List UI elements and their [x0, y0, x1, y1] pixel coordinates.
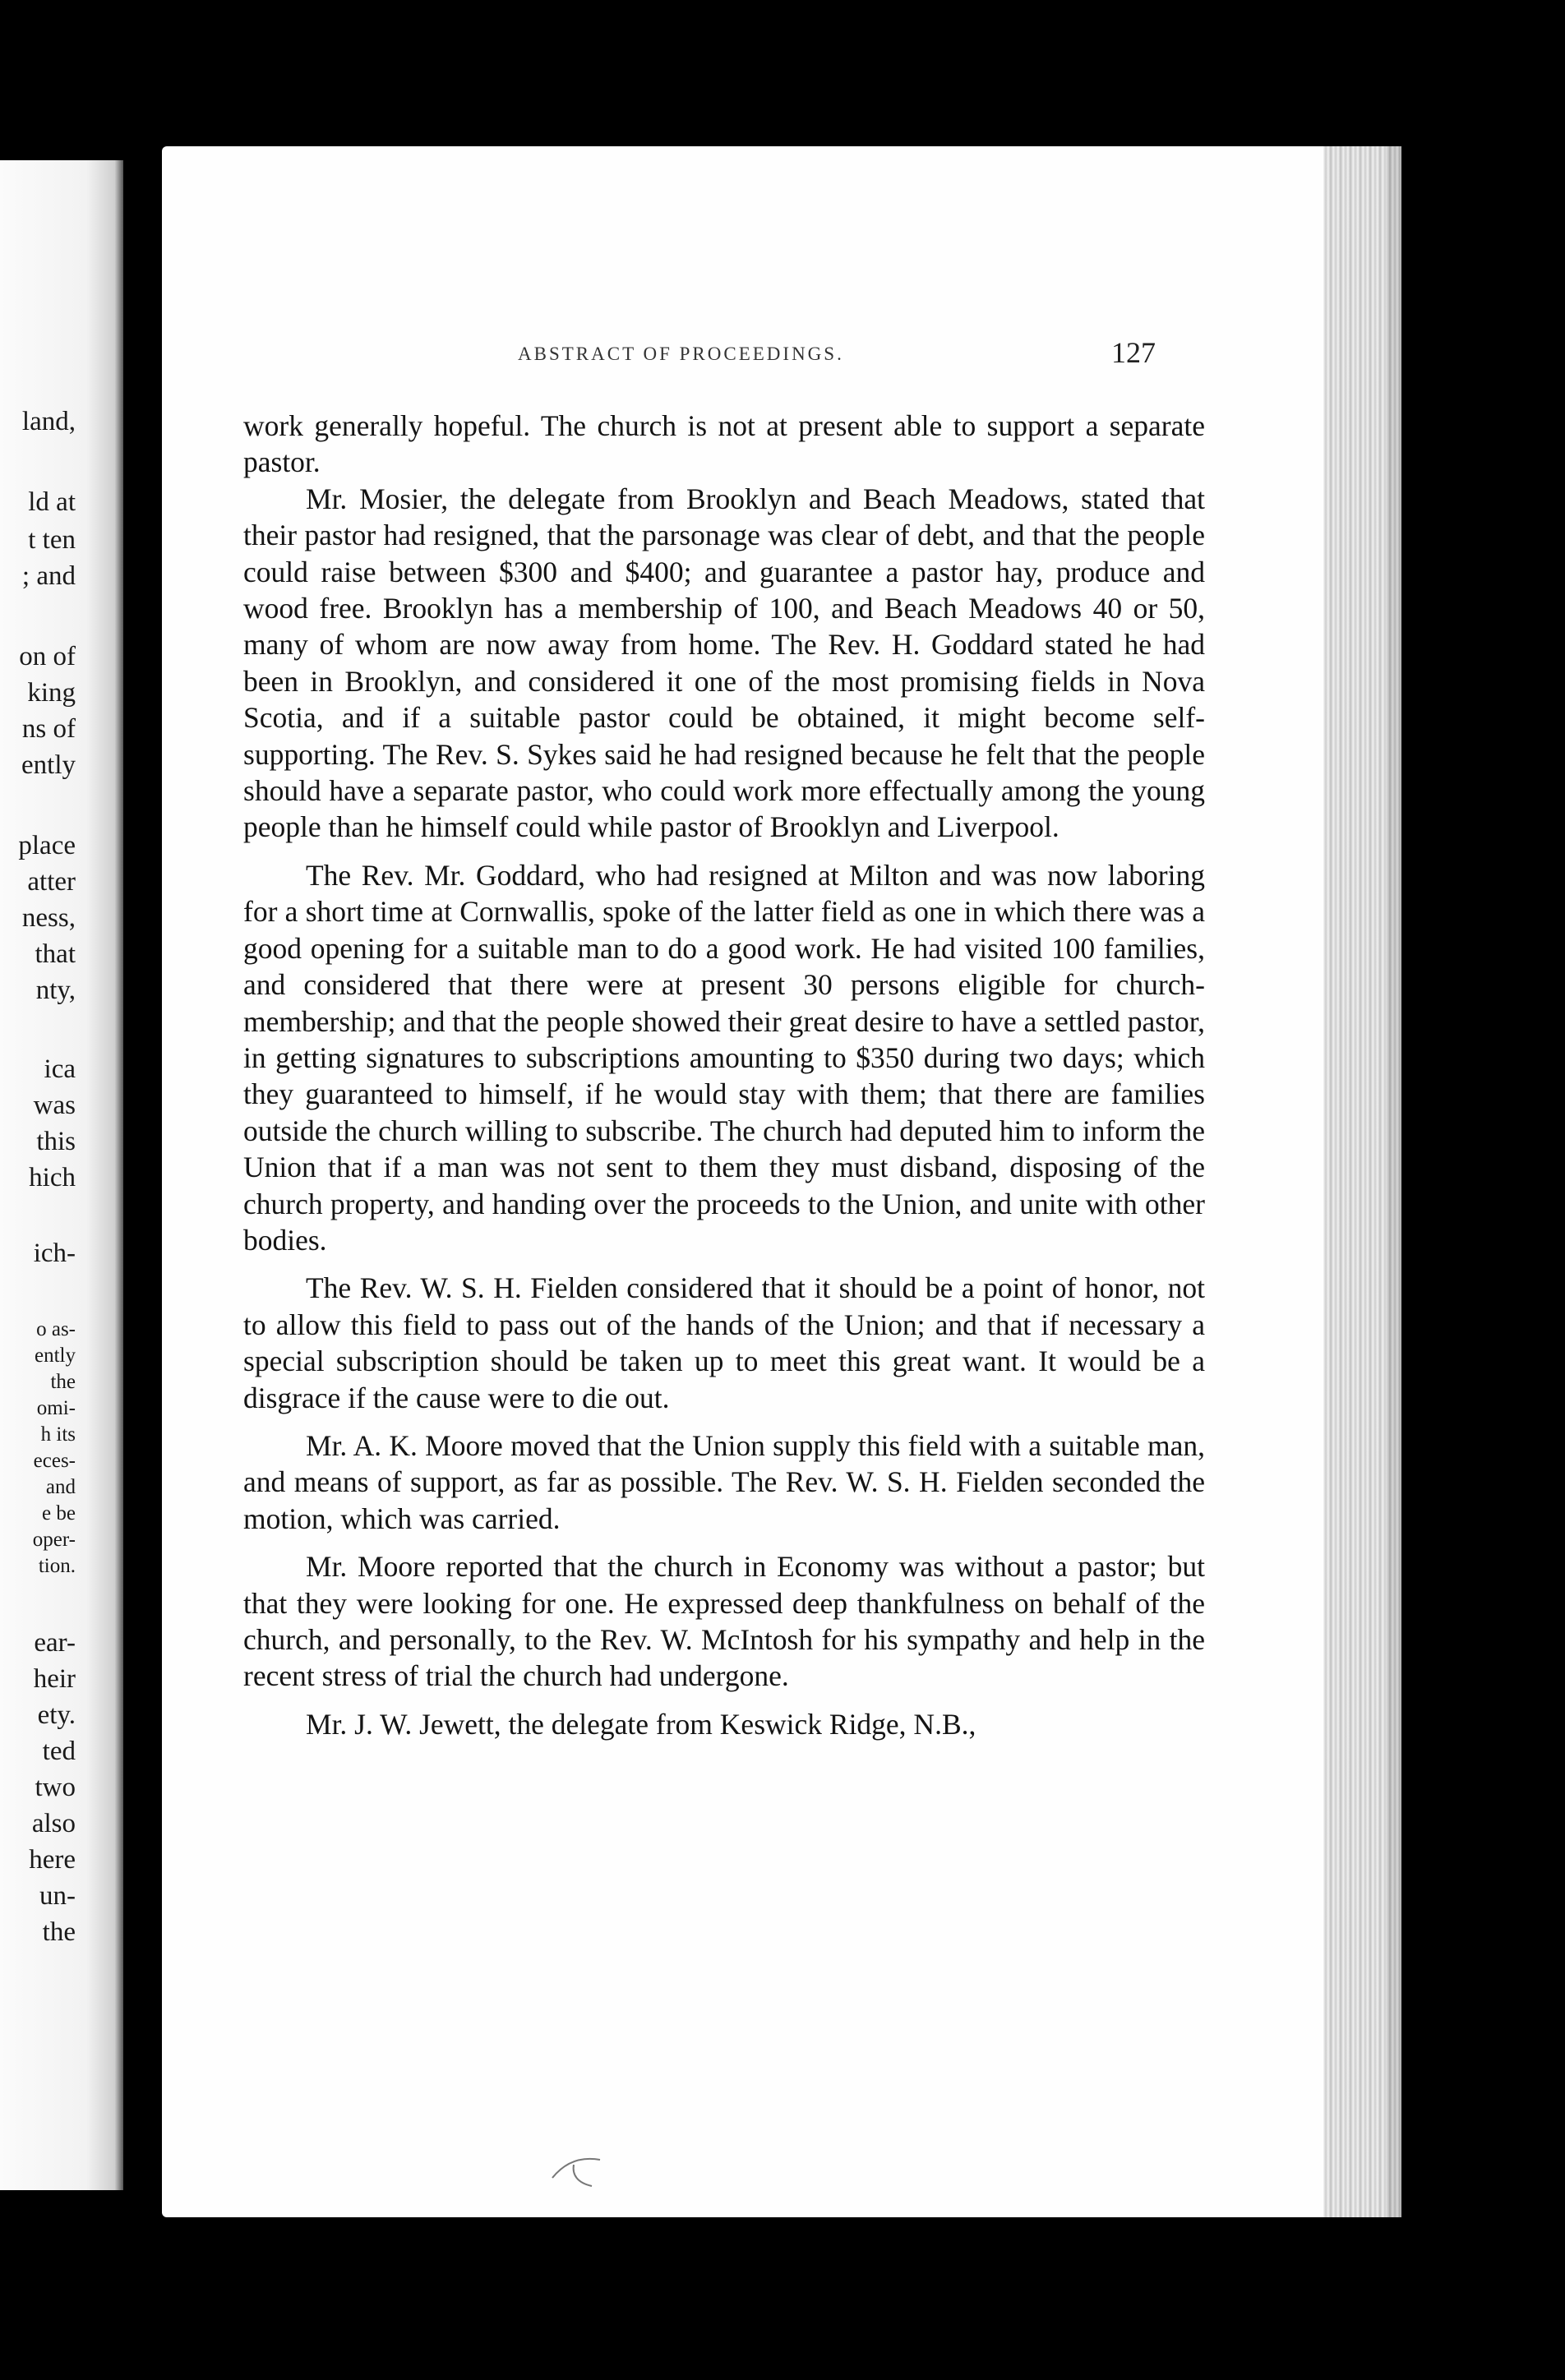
body-text [243, 408, 1205, 1742]
facing-page-fragment: tion. [38, 1555, 76, 1577]
facing-page-fragment: ich- [33, 1238, 76, 1268]
facing-page-fragment: land, [21, 407, 76, 436]
facing-page-fragment: ear- [34, 1628, 76, 1658]
facing-page-fragment: also [31, 1809, 76, 1838]
paragraph: Mr. J. W. Jewett, the delegate from Keswick Ridge, N.B., [306, 1707, 976, 1741]
facing-page-fragment: omi- [36, 1397, 76, 1419]
facing-page-fragment: nty, [35, 976, 76, 1005]
paragraph: The Rev. Mr. Goddard, who had resigned at Milton and was now laboring for a short time at Cornwallis, spoke of the latter field as one in which there was a good opening for a suitable man to do a good work. He had visited 100 families, and considered that there were at present 30 persons eligible for church-membership; and that the people showed their great desire to have a settled pastor, in getting signatures to subscriptions amounting to $350 during two days; which they guaranteed to himself, if he would stay with them; that there are families outside the church willing to subscribe. The church had deputed him to inform the Union that if a man was not sent to them they must disband, disposing of the church property, and handing over the proceeds to the Union, and unite with other bodies. [243, 858, 1205, 1257]
facing-page-fragment: ness, [21, 903, 76, 933]
facing-page-fragment: ently [35, 1345, 76, 1367]
facing-page-fragment: e be [42, 1502, 76, 1524]
facing-page-fragment: and [45, 1476, 76, 1498]
facing-page-fragment: heir [33, 1664, 76, 1694]
facing-page-fragment: that [35, 939, 76, 969]
facing-page-fragment: o as- [36, 1318, 76, 1340]
paragraph: work generally hopeful. The church is not at present able to support a separate pastor. [243, 409, 1205, 479]
paragraph: Mr. A. K. Moore moved that the Union supply this field with a suitable man, and means of support, as far as possible. The Rev. W. S. H. Fielden seconded the motion, which was carried. [243, 1428, 1205, 1535]
page-edge-stack [1323, 146, 1401, 2217]
facing-page-fragment: was [33, 1091, 76, 1120]
facing-page-fragment: hich [29, 1163, 76, 1192]
facing-page-fragment: h its [40, 1423, 76, 1446]
facing-page-fragment: atter [27, 867, 76, 897]
page-number: 127 [1111, 336, 1156, 369]
paragraph: The Rev. W. S. H. Fielden considered that it should be a point of honor, not to allow this field to pass out of the hands of the Union; and that if necessary a special subscription should be taken up to meet this great want. It would be a disgrace if the cause were to die out. [243, 1271, 1205, 1414]
facing-page-fragment: t ten [28, 525, 76, 555]
facing-page-fragment: this [36, 1127, 76, 1156]
facing-page-fragment: place [18, 831, 76, 860]
facing-page-fragment: oper- [32, 1529, 76, 1551]
facing-page-fragment: ted [42, 1737, 76, 1766]
facing-page-fragment: ; and [21, 561, 76, 591]
facing-page-fragment: here [29, 1845, 76, 1875]
facing-page-fragment: king [27, 678, 76, 708]
facing-page-fragment: un- [39, 1881, 76, 1911]
facing-page-fragment: the [50, 1371, 76, 1393]
facing-page-left [0, 160, 123, 2190]
facing-page-fragment: eces- [33, 1450, 76, 1472]
facing-page-fragment: ently [21, 750, 76, 780]
facing-page-fragment: ns of [21, 714, 76, 744]
facing-page-fragment: ld at [28, 487, 76, 517]
facing-page-fragment: on of [19, 642, 76, 671]
running-head: ABSTRACT OF PROCEEDINGS. [518, 344, 844, 364]
facing-page-fragment: the [42, 1917, 76, 1947]
paragraph: Mr. Mosier, the delegate from Brooklyn and Beach Meadows, stated that their pastor had resigned, that the parsonage was clear of debt, and that the people could raise between $300 and $400; and guarantee a pastor hay, produce and wood free. Brooklyn has a membership of 100, and Beach Meadows 40 or 50, many of whom are now away from home. The Rev. H. Goddard stated he had been in Brooklyn, and considered it one of the most promising fields in Nova Scotia, and if a suitable pastor could be obtained, it might become self-supporting. The Rev. S. Sykes said he had resigned because he felt that the people should have a separate pastor, who could work more effectually among the young people than he himself could while pastor of Brooklyn and Liverpool. [243, 482, 1205, 844]
paragraph: Mr. Moore reported that the church in Economy was without a pastor; but that they were looking for one. He expressed deep thankfulness on behalf of the church, and personally, to the Rev. W. McIntosh for his sympathy and help in the recent stress of trial the church had undergone. [243, 1550, 1205, 1693]
facing-page-fragment: ety. [37, 1700, 76, 1730]
pencil-mark-icon [549, 2153, 607, 2189]
facing-page-fragment: two [35, 1773, 76, 1802]
facing-page-fragment: ica [44, 1054, 76, 1084]
